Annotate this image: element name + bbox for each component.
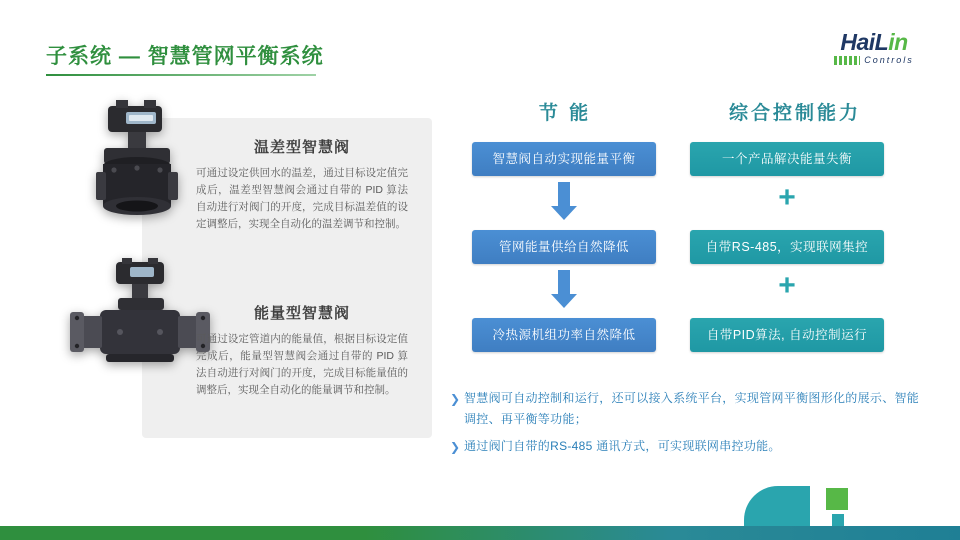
valve-info-energy [196, 302, 408, 399]
arrow-down-icon [551, 182, 577, 222]
list-item [450, 436, 920, 457]
column-heading-control-capability: 综合控制能力 [728, 103, 861, 124]
title-underline [46, 74, 316, 76]
logo-subline [816, 55, 932, 65]
step-chip-a2: 管网能量供给自然降低 [472, 230, 656, 264]
decoration-teal-shape [744, 486, 810, 526]
valve-info-temperature [196, 136, 408, 233]
arrow-stem [558, 270, 570, 294]
temperature-valve-image [74, 100, 202, 228]
footer-color-band [0, 526, 960, 540]
arrow-tip [551, 294, 577, 308]
page-title [46, 40, 324, 70]
chevron-right-icon: ❯ [450, 392, 461, 406]
valve-description: 可通过设定供回水的温差，通过目标设定值完成后，温差型智慧阀会通过自带的 PID 算法自动进行对阀门的开度，完成目标温差值的设定调整后，实现全自动化的温差调节和控制。 [196, 167, 408, 230]
bullet-text: 智慧阀可自动控制和运行，还可以接入系统平台，实现管网平衡图形化的展示、智能调控、再平衡等功能； [464, 391, 920, 426]
list-item [450, 388, 920, 430]
decoration-teal-square [832, 514, 844, 526]
chevron-right-icon: ❯ [450, 440, 461, 454]
logo-bars-icon [834, 56, 860, 65]
bullet-list [450, 388, 920, 463]
step-chip-a3: 冷热源机组功率自然降低 [472, 318, 656, 352]
arrow-tip [551, 206, 577, 220]
plus-icon: + [778, 269, 796, 302]
plus-icon: + [778, 181, 796, 214]
decoration-green-square [826, 488, 848, 510]
footer-area [0, 488, 960, 540]
logo-text-primary: HaiL [840, 29, 889, 55]
arrow-down-icon [551, 270, 577, 310]
column-heading-energy-saving: 节 能 [538, 103, 592, 124]
page-title-main: 子系统 — [46, 45, 141, 68]
valve-title: 温差型智慧阀 [253, 139, 350, 156]
step-chip-b2: 自带RS-485，实现联网集控 [690, 230, 884, 264]
step-chip-b1: 一个产品解决能量失衡 [690, 142, 884, 176]
logo-subtitle: Controls [864, 55, 914, 65]
brand-logo [816, 30, 932, 74]
step-chip-b3: 自带PID算法, 自动控制运行 [690, 318, 884, 352]
step-chip-a1: 智慧阀自动实现能量平衡 [472, 142, 656, 176]
logo-text-accent: in [888, 29, 908, 55]
page-title-sub: 智慧管网平衡系统 [147, 45, 324, 68]
valve-description: 可通过设定管道内的能量值，根据目标设定值完成后，能量型智慧阀会通过自带的 PID 算法自动进行对阀门的开度，完成目标能量值的调整后，实现全自动化的能量调节和控制。 [196, 333, 408, 396]
bullet-text: 通过阀门自带的RS-485 通讯方式，可实现联网串控功能。 [464, 439, 781, 453]
logo-wordmark [816, 30, 932, 54]
arrow-stem [558, 182, 570, 206]
valve-title: 能量型智慧阀 [253, 305, 350, 322]
